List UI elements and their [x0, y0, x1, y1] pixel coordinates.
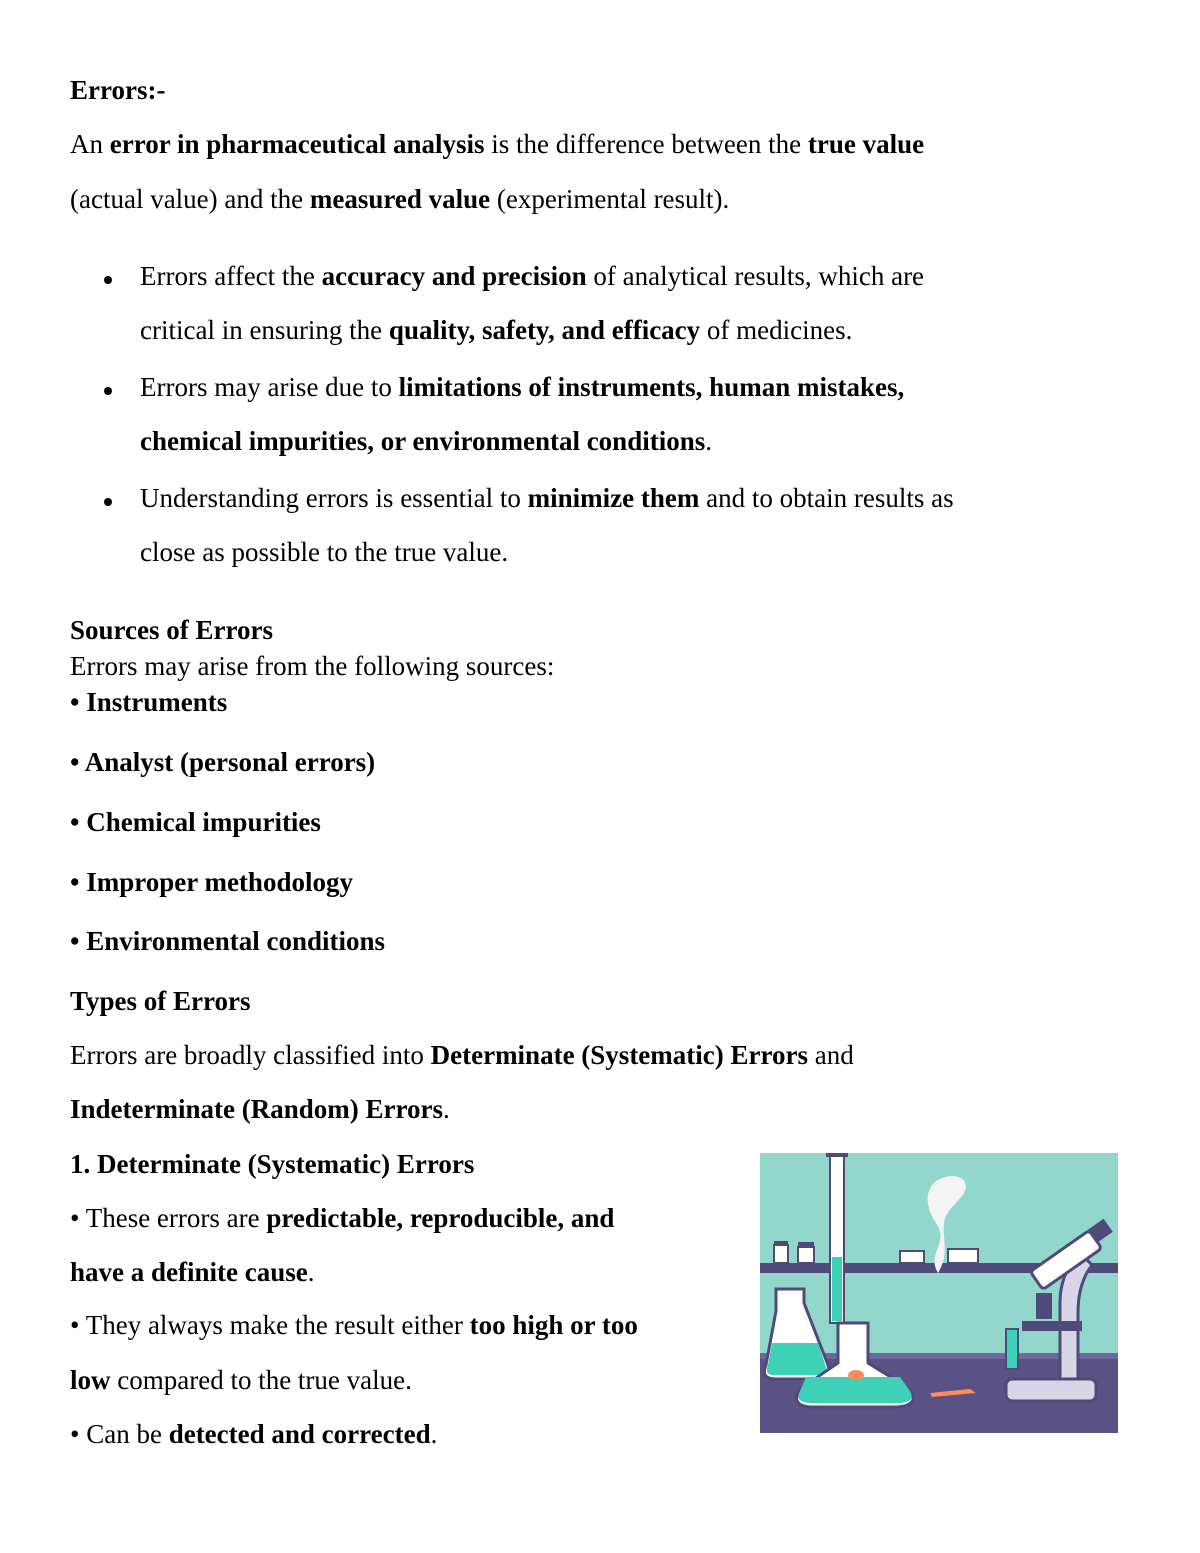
- list-item-line: close as possible to the true value.: [140, 537, 509, 567]
- determinate-point-1-cont: have a definite cause.: [70, 1257, 315, 1287]
- source-item-methodology: • Improper methodology: [70, 867, 353, 897]
- determinate-heading: 1. Determinate (Systematic) Errors: [70, 1149, 475, 1179]
- sources-intro: Errors may arise from the following sources:: [70, 651, 555, 681]
- source-item-analyst: • Analyst (personal errors): [70, 747, 376, 777]
- bullet-dot: [104, 387, 112, 395]
- list-item-line: Understanding errors is essential to minimize them and to obtain results as: [140, 483, 954, 513]
- determinate-point-3: • Can be detected and corrected.: [70, 1419, 438, 1449]
- lab-illustration: [760, 1153, 1118, 1433]
- bullet-dot: [104, 276, 112, 284]
- intro-line-1: An error in pharmaceutical analysis is the difference between the true value: [70, 129, 925, 159]
- list-item-line: Errors may arise due to limitations of instruments, human mistakes,: [140, 372, 905, 402]
- types-heading: Types of Errors: [70, 986, 251, 1016]
- determinate-point-2: • They always make the result either too high or too: [70, 1310, 638, 1340]
- errors-heading: Errors:-: [70, 75, 166, 105]
- source-item-instruments: • Instruments: [70, 687, 228, 717]
- determinate-point-1: • These errors are predictable, reproducible, and: [70, 1203, 615, 1233]
- bullet-dot: [104, 498, 112, 506]
- list-item-line: chemical impurities, or environmental conditions.: [140, 426, 712, 456]
- types-line-2: Indeterminate (Random) Errors.: [70, 1094, 450, 1124]
- determinate-point-2-cont: low compared to the true value.: [70, 1365, 412, 1395]
- list-item-line: Errors affect the accuracy and precision of analytical results, which are: [140, 261, 925, 291]
- types-line-1: Errors are broadly classified into Determinate (Systematic) Errors and: [70, 1040, 854, 1070]
- sources-heading: Sources of Errors: [70, 615, 273, 645]
- source-item-environment: • Environmental conditions: [70, 926, 386, 956]
- intro-line-2: (actual value) and the measured value (experimental result).: [70, 184, 730, 214]
- test-tube: [1006, 1329, 1018, 1369]
- source-item-chemical: • Chemical impurities: [70, 807, 321, 837]
- list-item-line: critical in ensuring the quality, safety, and efficacy of medicines.: [140, 315, 853, 345]
